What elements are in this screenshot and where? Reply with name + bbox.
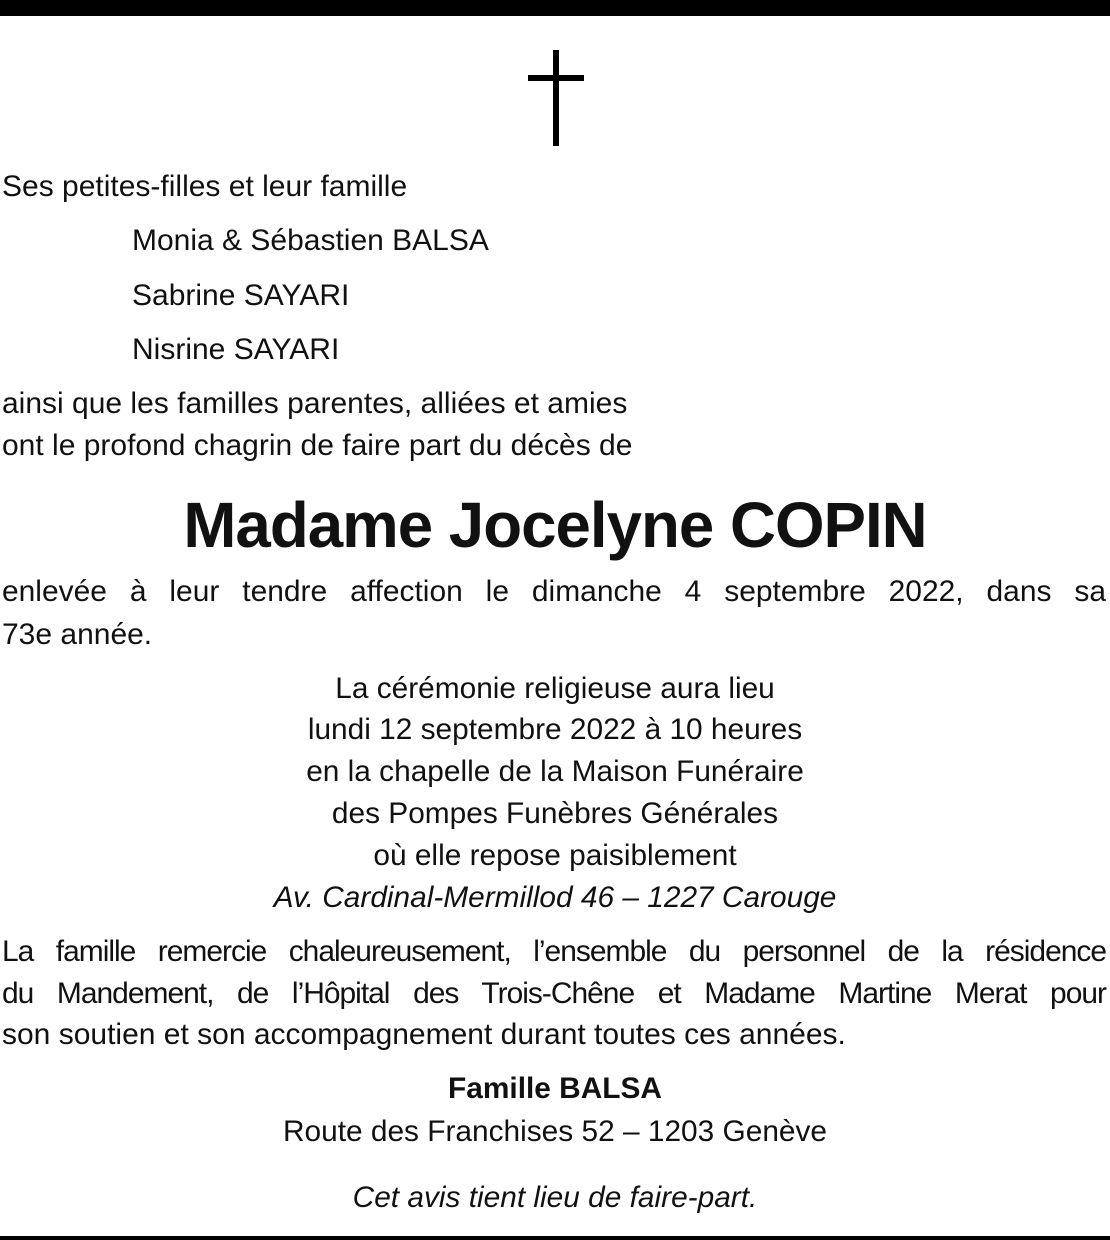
- thanks-line-2: du Mandement, de l’Hôpital des Trois-Chêne et Madame Martine Merat pour: [2, 977, 1107, 1010]
- family-member-3: Nisrine SAYARI: [132, 333, 340, 366]
- relatives-line-2: ont le profond chagrin de faire part du décès de: [2, 429, 633, 462]
- ceremony-line-1: La cérémonie religieuse aura lieu: [335, 672, 775, 705]
- family-member-1: Monia & Sébastien BALSA: [132, 224, 489, 257]
- cross-icon: [528, 50, 584, 146]
- thanks-line-1: La famille remercie chaleureusement, l’ensemble du personnel de la résidence: [2, 935, 1107, 968]
- signature-family: Famille BALSA: [448, 1072, 662, 1105]
- ceremony-line-3: en la chapelle de la Maison Funéraire: [306, 755, 804, 788]
- top-border-rule: [0, 0, 1110, 16]
- death-line-1: enlevée à leur tendre affection le dimanche 4 septembre 2022, dans sa: [2, 575, 1107, 608]
- death-line-2: 73e année.: [2, 618, 153, 651]
- closing-note: Cet avis tient lieu de faire-part.: [352, 1181, 758, 1214]
- thanks-line-3: son soutien et son accompagnement durant toutes ces années.: [2, 1018, 846, 1051]
- ceremony-line-2: lundi 12 septembre 2022 à 10 heures: [307, 713, 803, 746]
- ceremony-address: Av. Cardinal-Mermillod 46 – 1227 Carouge: [273, 881, 837, 914]
- cross-vertical-bar: [553, 50, 559, 146]
- family-member-2: Sabrine SAYARI: [132, 279, 350, 312]
- intro-line: Ses petites-filles et leur famille: [2, 170, 408, 203]
- relatives-line-1: ainsi que les familles parentes, alliées et amies: [2, 387, 628, 420]
- deceased-name: Madame Jocelyne COPIN: [183, 489, 927, 561]
- bottom-border-rule: [0, 1236, 1110, 1240]
- ceremony-line-5: où elle repose paisiblement: [373, 839, 737, 872]
- cross-horizontal-bar: [528, 75, 584, 81]
- ceremony-line-4: des Pompes Funèbres Générales: [331, 797, 779, 830]
- signature-address: Route des Franchises 52 – 1203 Genève: [282, 1115, 828, 1148]
